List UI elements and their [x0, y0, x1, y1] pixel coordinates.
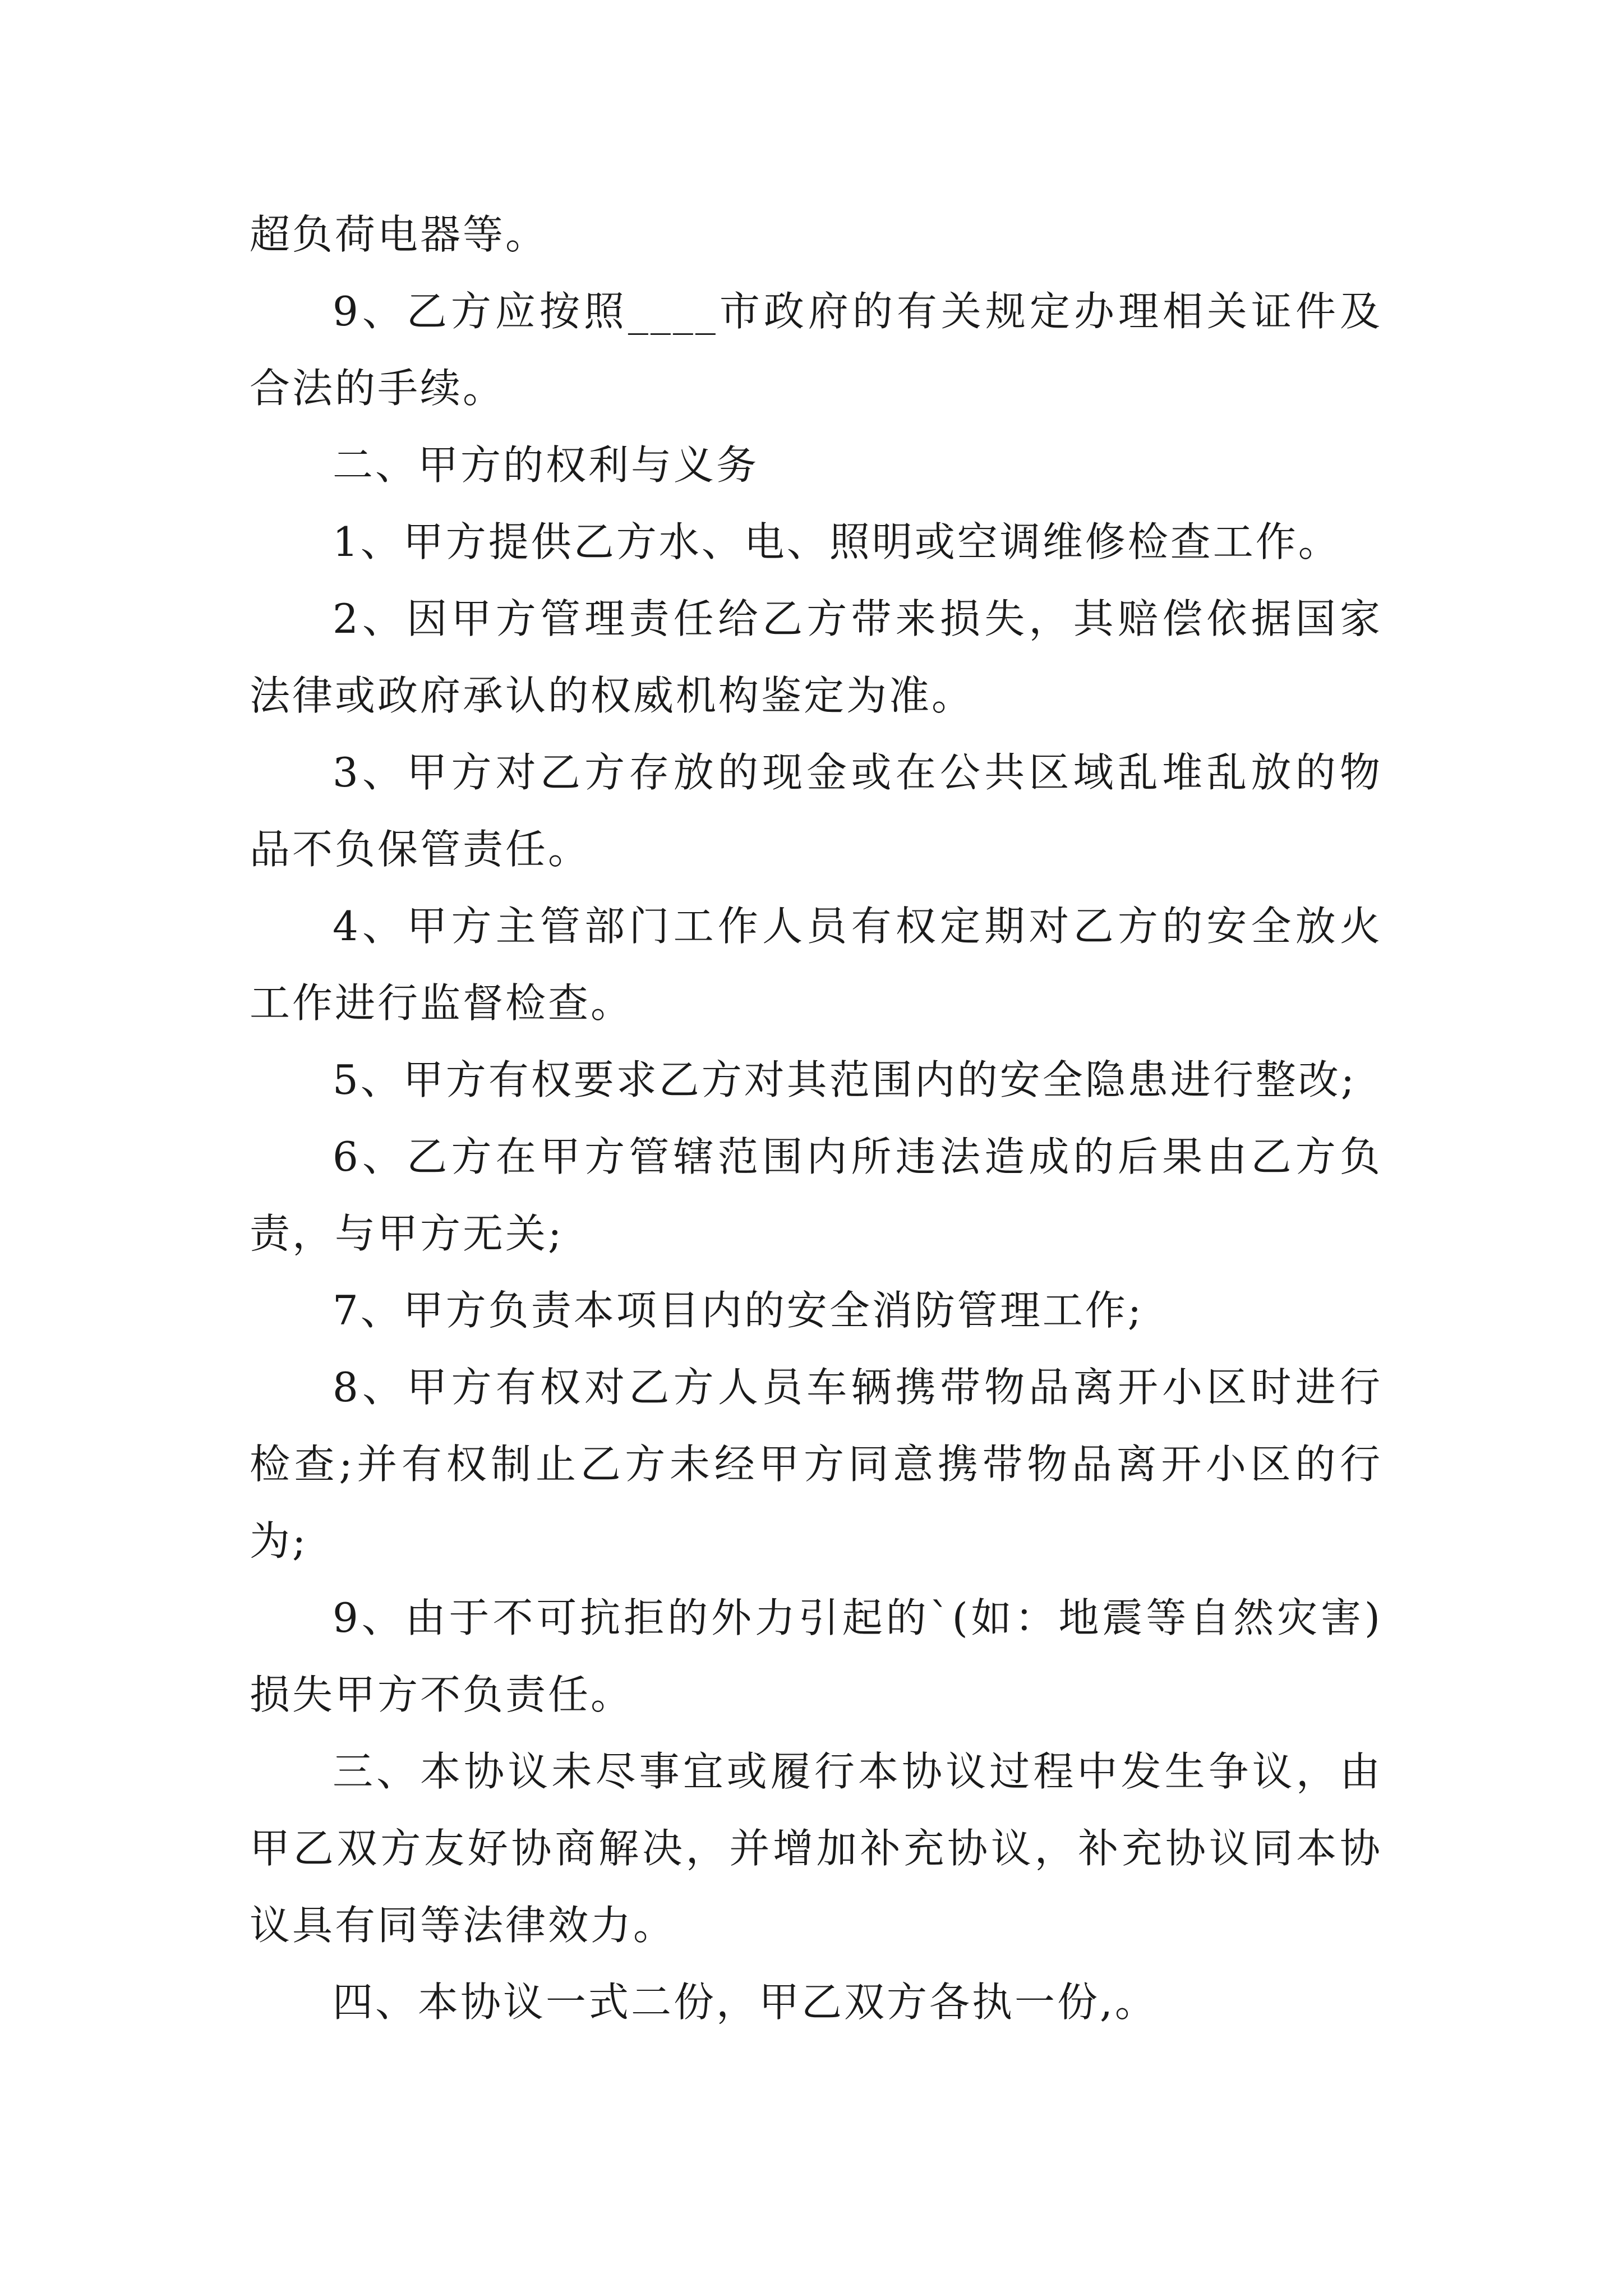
paragraph-clause-6: 6、乙方在甲方管辖范围内所违法造成的后果由乙方负责，与甲方无关; — [250, 1133, 1382, 1257]
section-four-copies: 四、本协议一式二份，甲乙双方各执一份,。 — [333, 1978, 1158, 2026]
section-heading-party-a-rights: 二、甲方的权利与义务 — [333, 441, 759, 489]
document-body — [250, 196, 1382, 2041]
paragraph-clause-1: 1、甲方提供乙方水、电、照明或空调维修检查工作。 — [333, 518, 1341, 565]
paragraph-clause-5: 5、甲方有权要求乙方对其范围内的安全隐患进行整改; — [333, 1056, 1357, 1103]
paragraph-clause-3: 3、甲方对乙方存放的现金或在公共区域乱堆乱放的物品不负保管责任。 — [250, 749, 1382, 873]
paragraph-clause-4: 4、甲方主管部门工作人员有权定期对乙方的安全放火工作进行监督检查。 — [250, 903, 1382, 1027]
paragraph-continuation: 超负荷电器等。 — [250, 211, 548, 258]
paragraph-clause-2: 2、因甲方管理责任给乙方带来损失，其赔偿依据国家法律或政府承认的权威机构鉴定为准。 — [250, 595, 1382, 719]
paragraph-clause-7: 7、甲方负责本项目内的安全消防管理工作; — [333, 1287, 1144, 1334]
paragraph-clause-9-force-majeure: 9、由于不可抗拒的外力引起的`(如：地震等自然灾害)损失甲方不负责任。 — [250, 1594, 1382, 1718]
paragraph-clause-8: 8、甲方有权对乙方人员车辆携带物品离开小区时进行检查;并有权制止乙方未经甲方同意携带物品离开小区的行为; — [250, 1364, 1382, 1565]
paragraph-clause-9-certificates: 9、乙方应按照____市政府的有关规定办理相关证件及合法的手续。 — [250, 288, 1382, 412]
section-three-disputes: 三、本协议未尽事宜或履行本协议过程中发生争议，由甲乙双方友好协商解决，并增加补充协议，补充协议同本协议具有同等法律效力。 — [250, 1748, 1382, 1949]
